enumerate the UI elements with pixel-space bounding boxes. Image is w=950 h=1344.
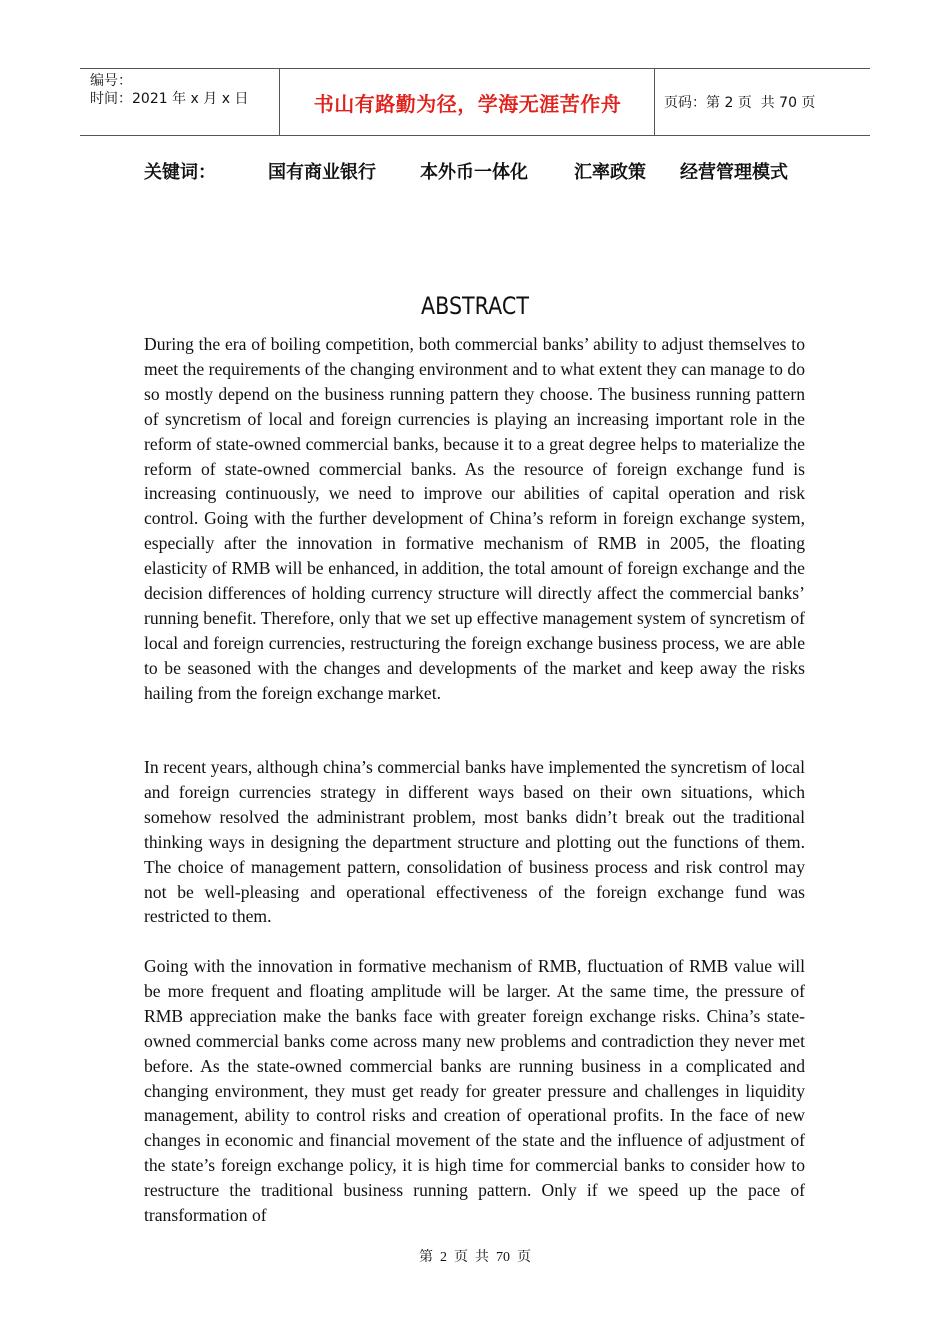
- keyword-item: 本外币一体化: [420, 162, 528, 183]
- keyword-item: 汇率政策: [574, 162, 646, 183]
- abstract-paragraph: Going with the innovation in formative mechanism of RMB, fluctuation of RMB value will be more frequent and floating amplitude will be larger. At the same time, the pressure of RMB appreciation make the banks face with greater foreign exchange risks. China’s state-owned commercial banks come across many new problems and contradiction they never met before. As the state-owned commercial banks are running business in a complicated and changing environment, they must get ready for greater pressure and challenges in liquidity management, ability to control risks and creation of operational profits. In the face of new changes in economic and financial movement of the state and the influence of adjustment of the state’s foreign exchange policy, it is high time for commercial banks to consider how to restructure the traditional business running pattern. Only if we speed up the pace of transformation of: [144, 956, 805, 1226]
- header-page-info: 页码：第 2 页 共 70 页: [664, 95, 816, 111]
- keyword-item: 国有商业银行: [268, 162, 376, 183]
- document-date: 时间：2021 年 x 月 x 日: [90, 91, 249, 107]
- abstract-paragraph: In recent years, although china’s commercial banks have implemented the syncretism of local and foreign currencies strategy in different ways based on their own situations, which somehow resolved the administrant problem, most banks didn’t break out the traditional thinking ways in designing the department structure and plotting out the functions of them. The choice of management pattern, consolidation of business process and risk control may not be well-pleasing and operational effectiveness of the foreign exchange fund was restricted to them.: [144, 757, 805, 927]
- keywords-label: 关键词：: [144, 162, 216, 183]
- abstract-heading: ABSTRACT: [421, 292, 529, 320]
- page-header: [80, 68, 870, 136]
- keywords-line: [144, 158, 824, 186]
- abstract-paragraph: During the era of boiling competition, both commercial banks’ ability to adjust themselves to meet the requirements of the changing environment and to what extent they can manage to do so mostly depend on the business running pattern they choose. The business running pattern of syncretism of local and foreign currencies is playing an increasing important role in the reform of state-owned commercial banks, because it to a great degree helps to materialize the reform of state-owned commercial banks. As the resource of foreign exchange fund is increasing continuously, we need to improve our abilities of capital operation and risk control. Going with the further development of China’s reform in foreign exchange system, especially after the innovation in formative mechanism of RMB in 2005, the floating elasticity of RMB will be enhanced, in addition, the total amount of foreign exchange and the decision differences of holding currency structure will directly affect the commercial banks’ running benefit. Therefore, only that we set up effective management system of syncretism of local and foreign currencies, restructuring the foreign exchange business process, we are able to be seasoned with the changes and developments of the market and keep away the risks hailing from the foreign exchange market.: [144, 334, 805, 703]
- header-motto: 书山有路勤为径，学海无涯苦作舟: [281, 69, 655, 135]
- page-footer: 第 2 页 共 70 页: [419, 1250, 531, 1265]
- keyword-item: 经营管理模式: [680, 162, 788, 183]
- header-meta: [80, 69, 280, 135]
- document-number-label: 编号：: [90, 73, 132, 89]
